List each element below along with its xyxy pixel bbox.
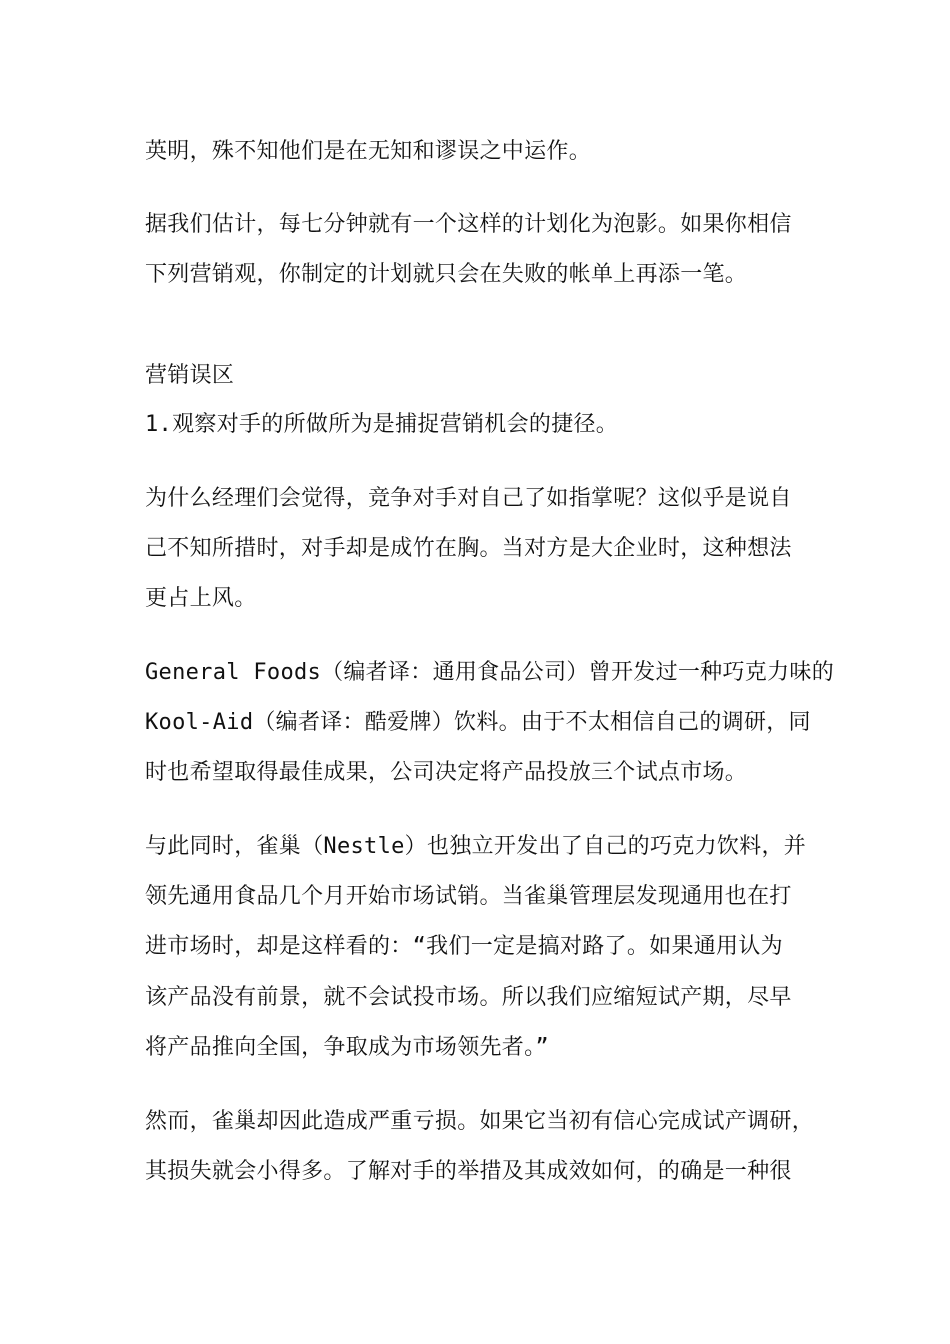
text-line: 将产品推向全国，争取成为市场领先者。” bbox=[145, 1035, 549, 1060]
text-line: 更占上风。 bbox=[145, 586, 257, 611]
text-line: 该产品没有前景，就不会试投市场。所以我们应缩短试产期，尽早 bbox=[145, 985, 792, 1010]
text-line: 时也希望取得最佳成果，公司决定将产品投放三个试点市场。 bbox=[145, 760, 748, 785]
text-line: 己不知所措时，对手却是成竹在胸。当对方是大企业时，这种想法 bbox=[145, 536, 792, 561]
text-line: General Foods（编者译：通用食品公司）曾开发过一种巧克力味的 bbox=[145, 660, 834, 685]
section-heading: 营销误区 bbox=[145, 363, 235, 388]
text-line: 据我们估计，每七分钟就有一个这样的计划化为泡影。如果你相信 bbox=[145, 212, 792, 237]
text-line: 为什么经理们会觉得，竞争对手对自己了如指掌呢？这似乎是说自 bbox=[145, 486, 792, 511]
text-line: 与此同时，雀巢（Nestle）也独立开发出了自己的巧克力饮料，并 bbox=[145, 834, 807, 859]
text-line: 下列营销观，你制定的计划就只会在失败的帐单上再添一笔。 bbox=[145, 262, 748, 287]
myth-item-1: 1.观察对手的所做所为是捕捉营销机会的捷径。 bbox=[145, 412, 619, 437]
text-line: 进市场时，却是这样看的：“我们一定是搞对路了。如果通用认为 bbox=[145, 934, 783, 959]
text-line: 英明，殊不知他们是在无知和谬误之中运作。 bbox=[145, 139, 592, 164]
text-line: Kool-Aid（编者译：酷爱牌）饮料。由于不太相信自己的调研，同 bbox=[145, 710, 811, 735]
text-line: 然而，雀巢却因此造成严重亏损。如果它当初有信心完成试产调研， bbox=[145, 1109, 815, 1134]
text-line: 其损失就会小得多。了解对手的举措及其成效如何，的确是一种很 bbox=[145, 1159, 792, 1184]
text-line: 领先通用食品几个月开始市场试销。当雀巢管理层发现通用也在打 bbox=[145, 884, 792, 909]
